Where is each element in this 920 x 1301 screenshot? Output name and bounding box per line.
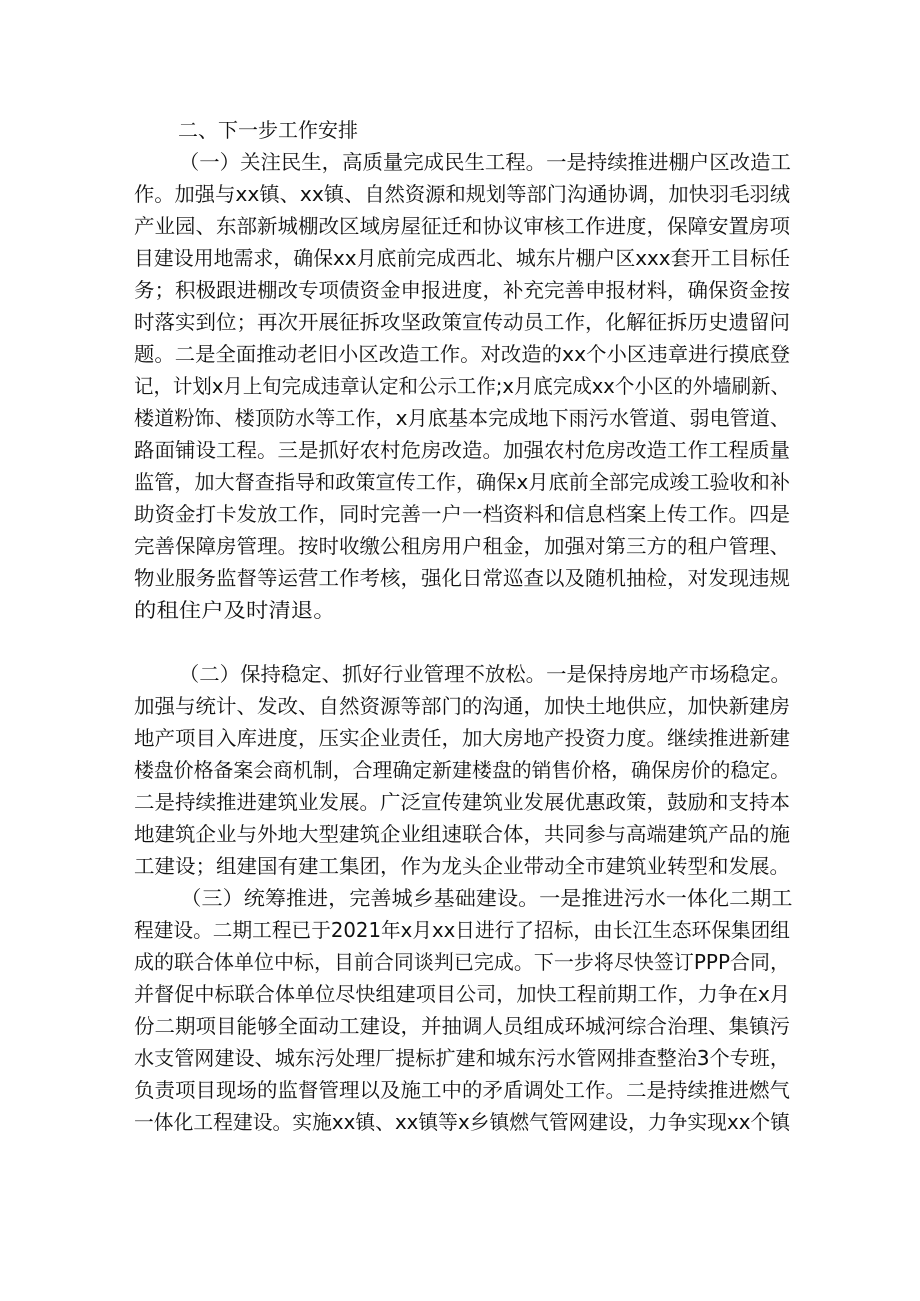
paragraph-line: 成的联合体单位中标，目前合同谈判已完成。下一步将尽快签订PPP合同， (134, 950, 790, 974)
paragraph-line: 路面铺设工程。三是抓好农村危房改造。加强农村危房改造工作工程质量 (134, 438, 790, 462)
paragraph-line: 一体化工程建设。实施xx镇、xx镇等x乡镇燃气管网建设，力争实现xx个镇 (134, 1110, 790, 1134)
paragraph-line: 的租住户及时清退。 (134, 598, 336, 622)
paragraph-line: 题。二是全面推动老旧小区改造工作。对改造的xx个小区违章进行摸底登 (134, 342, 790, 366)
paragraph-line: 工建设；组建国有建工集团，作为龙头企业带动全市建筑业转型和发展。 (134, 854, 790, 878)
paragraph-1 (134, 146, 808, 626)
paragraph-line: 时落实到位；再次开展征拆攻坚政策宣传动员工作，化解征拆历史遗留问 (134, 310, 790, 334)
paragraph-line: 产业园、东部新城棚改区域房屋征迁和协议审核工作进度，保障安置房项 (134, 214, 790, 238)
section-heading: 二、下一步工作安排 (178, 118, 358, 142)
paragraph-2 (134, 658, 794, 882)
paragraph-line: 物业服务监督等运营工作考核，强化日常巡查以及随机抽检，对发现违规 (134, 566, 790, 590)
paragraph-line: 完善保障房管理。按时收缴公租房用户租金，加强对第三方的租户管理、 (134, 534, 790, 558)
paragraph-line: （三）统筹推进，完善城乡基础建设。一是推进污水一体化二期工 (180, 886, 793, 910)
paragraph-line: 负责项目现场的监督管理以及施工中的矛盾调处工作。二是持续推进燃气 (134, 1078, 790, 1102)
paragraph-line: 地建筑企业与外地大型建筑企业组速联合体，共同参与高端建筑产品的施 (134, 822, 790, 846)
paragraph-line: 楼盘价格备案会商机制，合理确定新建楼盘的销售价格，确保房价的稳定。 (134, 758, 790, 782)
paragraph-line: 记，计划x月上旬完成违章认定和公示工作;x月底完成xx个小区的外墙刷新、 (134, 374, 790, 398)
paragraph-line: 水支管网建设、城东污处理厂提标扩建和城东污水管网排查整治3个专班， (134, 1046, 790, 1070)
paragraph-line: （二）保持稳定、抓好行业管理不放松。一是保持房地产市场稳定。 (178, 662, 791, 686)
paragraph-3 (134, 882, 800, 1138)
paragraph-line: 务；积极跟进棚改专项债资金申报进度，补充完善申报材料，确保资金按 (134, 278, 790, 302)
paragraph-line: 助资金打卡发放工作，同时完善一户一档资料和信息档案上传工作。四是 (134, 502, 790, 526)
paragraph-line: 作。加强与xx镇、xx镇、自然资源和规划等部门沟通协调，加快羽毛羽绒 (134, 182, 790, 206)
paragraph-line: 程建设。二期工程已于2021年x月xx日进行了招标，由长江生态环保集团组 (134, 918, 790, 942)
paragraph-line: 地产项目入库进度，压实企业责任，加大房地产投资力度。继续推进新建 (134, 726, 790, 750)
paragraph-line: 加强与统计、发改、自然资源等部门的沟通，加快土地供应，加快新建房 (134, 694, 790, 718)
paragraph-line: 二是持续推进建筑业发展。广泛宣传建筑业发展优惠政策，鼓励和支持本 (134, 790, 790, 814)
paragraph-line: 监管，加大督查指导和政策宣传工作，确保x月底前全部完成竣工验收和补 (134, 470, 790, 494)
paragraph-line: 份二期项目能够全面动工建设，并抽调人员组成环城河综合治理、集镇污 (134, 1014, 790, 1038)
paragraph-line: （一）关注民生，高质量完成民生工程。一是持续推进棚户区改造工 (178, 150, 791, 174)
paragraph-line: 并督促中标联合体单位尽快组建项目公司，加快工程前期工作，力争在x月 (134, 982, 790, 1006)
paragraph-line: 目建设用地需求，确保xx月底前完成西北、城东片棚户区xxx套开工目标任 (134, 246, 790, 270)
paragraph-line: 楼道粉饰、楼顶防水等工作，x月底基本完成地下雨污水管道、弱电管道、 (134, 406, 790, 430)
